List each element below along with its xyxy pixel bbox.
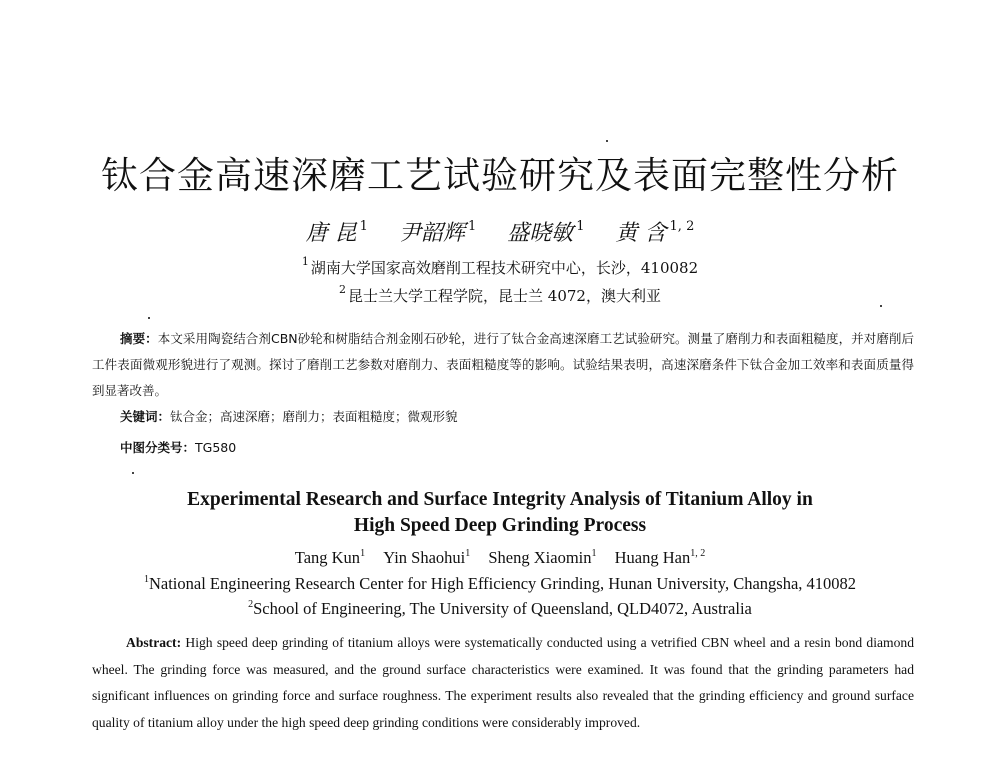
zh-keywords-text: 钛合金；高速深磨；磨削力；表面粗糙度；微观形貌 [170, 409, 458, 424]
zh-abstract-label: 摘要： [120, 331, 158, 346]
en-author: Yin Shaohui$^1$ [383, 548, 471, 567]
zh-keywords-label: 关键词： [120, 409, 171, 424]
en-title [0, 487, 1000, 539]
scan-speck [880, 305, 882, 307]
en-abstract [92, 630, 914, 736]
zh-author-list [0, 216, 1000, 247]
zh-abstract-text: 本文采用陶瓷结合剂CBN砂轮和树脂结合剂金刚石砂轮，进行了钛合金高速深磨工艺试验研究。测量了磨削力和表面粗糙度，并对磨削后工件表面微观形貌进行了观测。探讨了磨削工艺参数对磨削力、表面粗糙度等的影响。试验结果表明，高速深磨条件下钛合金加工效率和表面质量得到显著改善。 [92, 331, 914, 398]
en-author: Sheng Xiaomin$^1$ [488, 548, 597, 567]
zh-keywords [120, 407, 458, 425]
en-abstract-label: Abstract: [126, 635, 182, 650]
zh-author: 尹韶辉 $^1$ [398, 219, 477, 246]
zh-affiliation-2: $^2$ 昆士兰大学工程学院，昆士兰 4072，澳大利亚 [339, 283, 661, 305]
zh-affiliation-1: $^1$ 湖南大学国家高效磨削工程技术研究中心，长沙，410082 [301, 255, 699, 277]
en-abstract-text: High speed deep grinding of titanium alloys were systematically conducted using a vetrified CBN wheel and a resin bond diamond wheel. The grinding force was measured, and the ground surface characteristics were examined. It was found that the grinding parameters had significant influences on grinding force and surface roughness. The experiment results also revealed that the grinding efficiency and ground surface quality of titanium alloy under the high speed deep grinding conditions were considerably improved. [92, 635, 914, 730]
en-author-list [0, 548, 1000, 568]
zh-classification [120, 438, 236, 456]
scan-speck [148, 317, 150, 319]
zh-title: 钛合金高速深磨工艺试验研究及表面完整性分析 [101, 154, 899, 197]
en-title-line-2: High Speed Deep Grinding Process [353, 515, 647, 536]
zh-class-text: TG580 [195, 440, 237, 455]
zh-class-label: 中图分类号： [120, 440, 196, 455]
en-author: Huang Han$^{1, 2}$ [614, 548, 706, 567]
zh-author: 唐 昆 $^1$ [305, 219, 368, 246]
en-author: Tang Kun$^1$ [294, 548, 366, 567]
scan-speck [132, 472, 134, 474]
scan-speck [606, 140, 608, 142]
en-affiliation-1: $^1$National Engineering Research Center for High Efficiency Grinding, Hunan University, Changsha, 410082 [143, 574, 857, 593]
zh-author: 盛晓敏 $^1$ [507, 219, 585, 246]
en-affiliation-2: $^2$School of Engineering, The University of Queensland, QLD4072, Australia [248, 599, 752, 618]
zh-author: 黄 含 $^{1, 2}$ [615, 219, 695, 246]
zh-abstract [92, 326, 914, 404]
en-title-line-1: Experimental Research and Surface Integrity Analysis of Titanium Alloy in [187, 489, 813, 510]
